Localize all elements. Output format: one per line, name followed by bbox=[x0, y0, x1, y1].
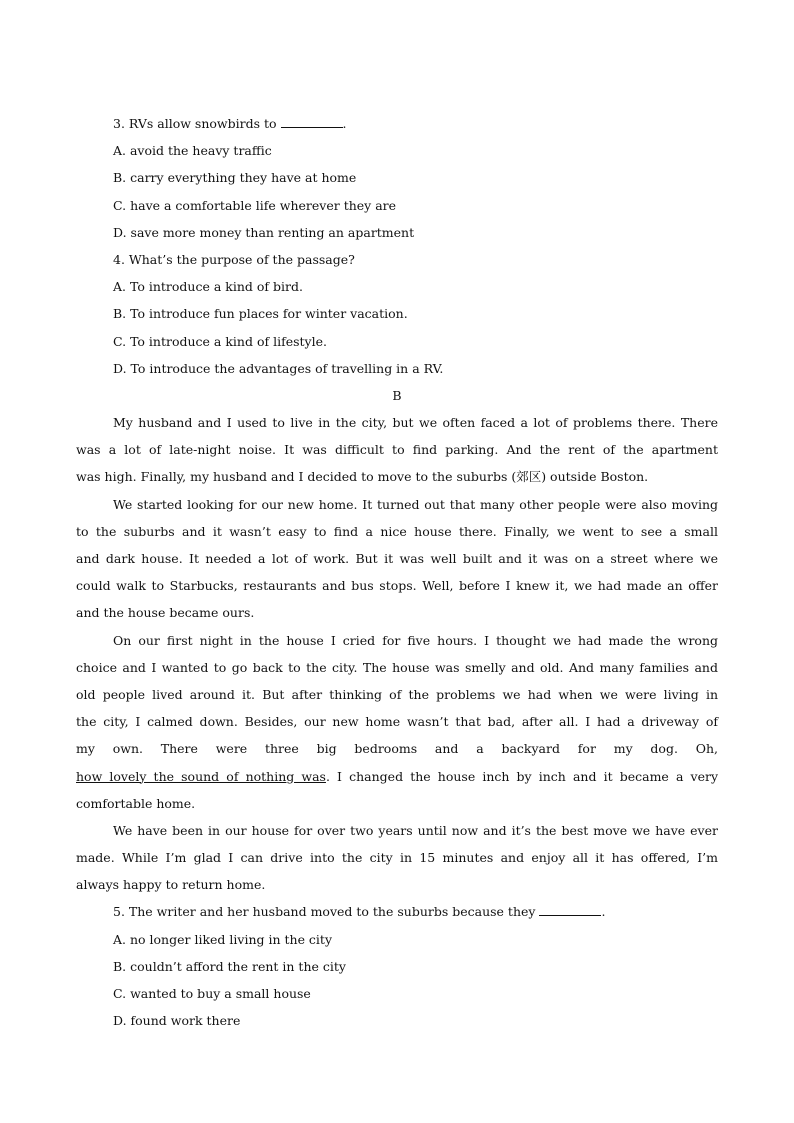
option-a: A. avoid the heavy traffic bbox=[113, 143, 272, 159]
page-content bbox=[76, 114, 718, 1038]
question-5-stem: 5. The writer and her husband moved to the suburbs because they . bbox=[113, 904, 606, 920]
paragraph-line: On our first night in the house I cried for five hours. I thought we had made the wrong bbox=[113, 632, 718, 648]
paragraph-line: my own. There were three big bedrooms and a backyard for my dog. Oh, bbox=[76, 741, 718, 757]
paragraph-line: My husband and I used to live in the city, but we often faced a lot of problems there. There bbox=[113, 415, 718, 431]
option-d: D. save more money than renting an apartment bbox=[113, 224, 415, 240]
option-c: C. have a comfortable life wherever they are bbox=[113, 197, 397, 213]
paragraph-line: how lovely the sound of nothing was. I changed the house inch by inch and it became a very bbox=[76, 768, 719, 784]
underlined-phrase: how lovely the sound of nothing was bbox=[76, 768, 326, 784]
paragraph-line: choice and I wanted to go back to the city. The house was smelly and old. And many families and bbox=[76, 659, 718, 675]
option-b: B. carry everything they have at home bbox=[113, 170, 357, 186]
option-c: C. wanted to buy a small house bbox=[113, 986, 311, 1001]
paragraph-line: We started looking for our new home. It turned out that many other people were also moving bbox=[113, 496, 718, 512]
option-b: B. To introduce fun places for winter vacation. bbox=[113, 306, 408, 322]
paragraph-line: was high. Finally, my husband and I decided to move to the suburbs (郊区) outside Boston. bbox=[76, 469, 649, 485]
answer-blank bbox=[281, 115, 343, 128]
section-heading: B bbox=[392, 387, 402, 403]
paragraph-line: always happy to return home. bbox=[76, 877, 266, 893]
option-d: D. found work there bbox=[113, 1013, 241, 1029]
paragraph-line: the city, I calmed down. Besides, our new home wasn’t that bad, after all. I had a driveway of bbox=[76, 714, 718, 730]
paragraph-line: to the suburbs and it wasn’t easy to find a nice house there. Finally, we went to see a small bbox=[76, 523, 718, 539]
paragraph-line: and dark house. It needed a lot of work. But it was well built and it was on a street where we bbox=[76, 551, 718, 566]
paragraph-line: was a lot of late-night noise. It was difficult to find parking. And the rent of the apartment bbox=[76, 442, 718, 458]
paragraph-line: We have been in our house for over two years until now and it’s the best move we have ever bbox=[113, 822, 718, 838]
paragraph-line: and the house became ours. bbox=[76, 605, 255, 621]
option-a: A. To introduce a kind of bird. bbox=[113, 279, 303, 295]
option-a: A. no longer liked living in the city bbox=[113, 931, 333, 947]
option-c: C. To introduce a kind of lifestyle. bbox=[113, 333, 327, 349]
answer-blank bbox=[539, 903, 601, 916]
paragraph-line: could walk to Starbucks, restaurants and bus stops. Well, before I knew it, we had made an offer bbox=[76, 578, 718, 594]
question-3-stem: 3. RVs allow snowbirds to . bbox=[113, 116, 347, 131]
paragraph-line: made. While I’m glad I can drive into the city in 15 minutes and enjoy all it has offered, I’m bbox=[76, 850, 718, 866]
question-4-stem: 4. What’s the purpose of the passage? bbox=[113, 251, 355, 267]
paragraph-line: old people lived around it. But after thinking of the problems we had when we were living in bbox=[76, 686, 718, 702]
option-d: D. To introduce the advantages of travelling in a RV. bbox=[113, 360, 444, 376]
option-b: B. couldn’t afford the rent in the city bbox=[113, 958, 346, 974]
paragraph-line: comfortable home. bbox=[76, 795, 196, 811]
